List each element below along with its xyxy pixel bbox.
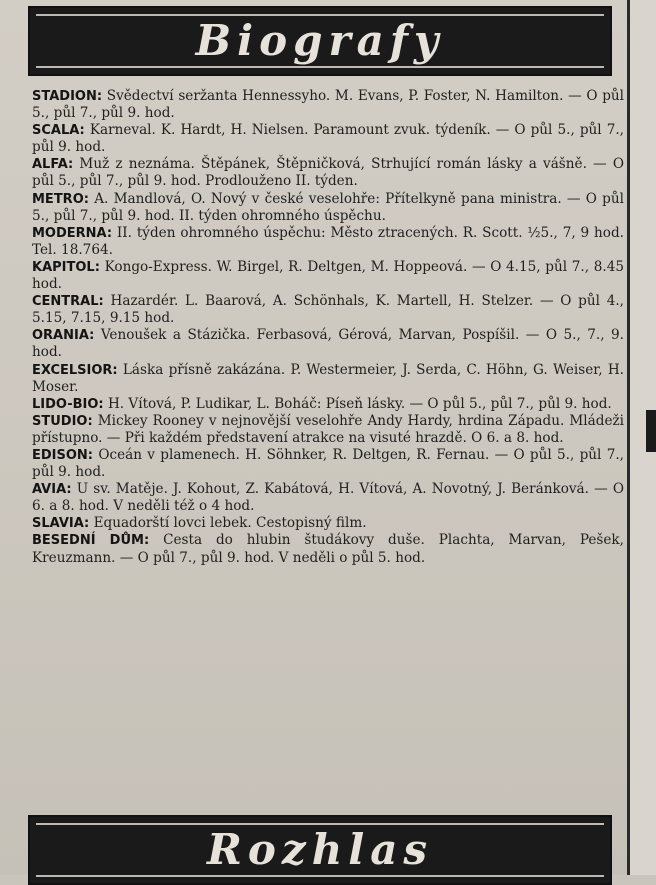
cinema-program: Muž z neznáma. Štěpánek, Štěpničková, Strhující román lásky a vášně. — O půl 5., půl 7., půl 9. hod. Prodlouženo II. týden. bbox=[32, 156, 624, 190]
cinema-program: A. Mandlová, O. Nový v české veselohře: Přítelkyně pana ministra. — O půl 5., půl 7., půl 9. hod. II. týden ohromného úspěchu. bbox=[32, 190, 624, 224]
cinema-program: II. týden ohromného úspěchu: Město ztracených. R. Scott. ½5., 7, 9 hod. Tel. 18.764. bbox=[32, 224, 624, 258]
cinema-program: Equadorští lovci lebek. Cestopisný film. bbox=[93, 515, 367, 532]
adjacent-column-mark bbox=[646, 410, 656, 452]
cinema-program: U sv. Matěje. J. Kohout, Z. Kabátová, H. Vítová, A. Novotný, J. Beránková. — O 6. a 8. hod. V neděli též o 4 hod. bbox=[32, 481, 624, 515]
section-title: Biografy bbox=[195, 16, 445, 65]
cinema-entry bbox=[32, 327, 624, 361]
cinema-name: BESEDNÍ DŮM: bbox=[32, 533, 150, 549]
cinema-name: MODERNA: bbox=[32, 225, 113, 241]
cinema-name: METRO: bbox=[32, 191, 89, 207]
cinema-program: Oceán v plamenech. H. Söhnker, R. Deltgen, R. Fernau. — O půl 5., půl 7., půl 9. hod. bbox=[32, 446, 624, 481]
cinema-program: Venoušek a Stázička. Ferbasová, Gérová, Marvan, Pospíšil. — O 5., 7., 9. hod. bbox=[32, 327, 624, 361]
cinema-name: STADION: bbox=[32, 89, 103, 104]
cinema-program: Svědectví seržanta Hennessyho. M. Evans, P. Foster, N. Hamilton. — O půl 5., půl 7., půl 9. hod. bbox=[32, 88, 624, 122]
cinema-entry bbox=[32, 191, 624, 225]
cinema-program: Karneval. K. Hardt, H. Nielsen. Paramount zvuk. týdeník. — O půl 5., půl 7., půl 9. hod. bbox=[32, 122, 624, 156]
cinema-name: EXCELSIOR: bbox=[32, 362, 118, 378]
cinema-name: EDISON: bbox=[32, 447, 94, 463]
cinema-program: Mickey Rooney v nejnovější veselohře Andy Hardy, hrdina Západu. Mládeži přístupno. — Při každém představení atrakce na visuté hrazdě. O 6. a 8. hod. bbox=[32, 412, 625, 446]
cinema-entry bbox=[32, 293, 624, 327]
cinema-program: Láska přísně zakázána. P. Westermeier, J. Serda, C. Höhn, G. Weiser, H. Moser. bbox=[32, 361, 625, 395]
cinema-program: Hazardér. L. Baarová, A. Schönhals, K. Martell, H. Stelzer. — O půl 4., 5.15, 7.15, 9.15 hod. bbox=[32, 293, 624, 327]
cinema-entry bbox=[32, 122, 624, 156]
cinema-name: ORANIA: bbox=[32, 328, 95, 344]
cinema-entry bbox=[32, 259, 624, 293]
next-section-title: Rozhlas bbox=[206, 825, 434, 874]
cinema-name: SCALA: bbox=[32, 123, 85, 139]
cinema-name: CENTRAL: bbox=[32, 294, 104, 310]
cinema-name: KAPITOL: bbox=[32, 259, 100, 275]
cinema-entry bbox=[32, 481, 624, 515]
cinema-entry bbox=[32, 156, 624, 190]
cinema-entry bbox=[32, 413, 624, 447]
cinema-listings bbox=[32, 88, 624, 567]
cinema-entry bbox=[32, 532, 624, 566]
cinema-entry bbox=[32, 225, 624, 259]
cinema-name: ALFA: bbox=[32, 157, 74, 173]
cinema-entry bbox=[32, 88, 624, 122]
cinema-name: LIDO-BIO: bbox=[32, 396, 104, 412]
cinema-name: SLAVIA: bbox=[32, 516, 90, 532]
cinema-program: Kongo-Express. W. Birgel, R. Deltgen, M. Hoppeová. — O 4.15, půl 7., 8.45 hod. bbox=[32, 258, 624, 293]
cinema-entry bbox=[32, 515, 624, 532]
cinema-entry bbox=[32, 396, 624, 413]
cinema-entry bbox=[32, 362, 624, 396]
cinema-name: STUDIO: bbox=[32, 413, 93, 429]
cinema-name: AVIA: bbox=[32, 482, 72, 498]
cinema-program: H. Vítová, P. Ludikar, L. Boháč: Píseň lásky. — O půl 5., půl 7., půl 9. hod. bbox=[107, 395, 612, 412]
cinema-entry bbox=[32, 447, 624, 481]
cinema-program: Cesta do hlubin študákovy duše. Plachta, Marvan, Pešek, Kreuzmann. — O půl 7., půl 9. hod. V neděli o půl 5. hod. bbox=[32, 532, 624, 566]
section-header-banner bbox=[28, 6, 612, 76]
